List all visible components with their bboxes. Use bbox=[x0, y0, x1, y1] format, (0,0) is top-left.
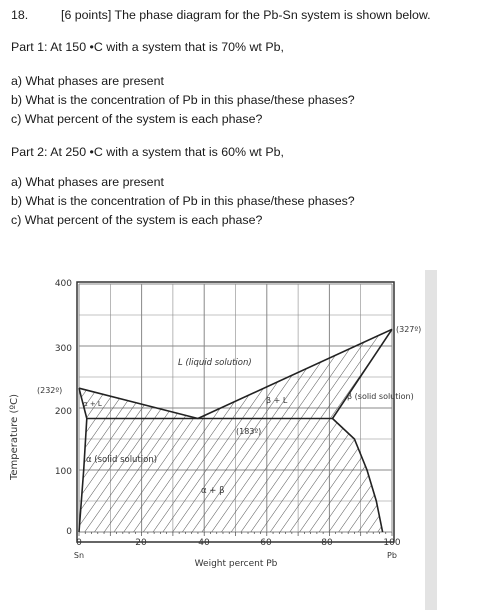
part1-item-c: c) What percent of the system is each phase? bbox=[11, 112, 263, 126]
beta-region-label: β (solid solution) bbox=[347, 392, 414, 401]
part2-title: Part 2: At 250 •C with a system that is 60% wt Pb, bbox=[11, 145, 284, 159]
pb-label: Pb bbox=[387, 551, 397, 560]
y-tick-100: 100 bbox=[54, 467, 72, 477]
alpha-plus-beta-label: α + β bbox=[201, 486, 225, 496]
scan-edge-shadow bbox=[425, 270, 437, 610]
x-tick-60: 60 bbox=[260, 538, 272, 548]
part2-item-c: c) What percent of the system is each phase? bbox=[11, 213, 263, 227]
part2-item-b: b) What is the concentration of Pb in this phase/these phases? bbox=[11, 194, 355, 208]
sn-melting-label: (232º) bbox=[37, 386, 63, 395]
x-tick-20: 20 bbox=[135, 538, 147, 548]
sn-label: Sn bbox=[73, 551, 85, 560]
x-axis-label: Weight percent Pb bbox=[194, 559, 278, 569]
question-number: 18. bbox=[11, 8, 29, 22]
y-tick-0: 0 bbox=[66, 527, 72, 537]
question-header: [6 points] The phase diagram for the Pb-Sn system is shown below. bbox=[61, 8, 431, 22]
alpha-plus-liquid-label: α + L bbox=[83, 400, 102, 408]
alpha-region-label: α (solid solution) bbox=[86, 455, 158, 465]
x-tick-40: 40 bbox=[198, 538, 210, 548]
part1-title: Part 1: At 150 •C with a system that is 70% wt Pb, bbox=[11, 40, 284, 54]
part2-item-a: a) What phases are present bbox=[11, 175, 164, 189]
y-tick-400: 400 bbox=[54, 279, 72, 289]
y-tick-300: 300 bbox=[54, 344, 72, 354]
part1-item-a: a) What phases are present bbox=[11, 74, 164, 88]
liquid-region-label: L (liquid solution) bbox=[178, 358, 252, 368]
y-axis-label: Temperature (ºC) bbox=[9, 393, 20, 481]
part1-item-b: b) What is the concentration of Pb in this phase/these phases? bbox=[11, 93, 355, 107]
phase-diagram bbox=[0, 262, 479, 613]
x-tick-80: 80 bbox=[321, 538, 333, 548]
alpha-plus-beta-region bbox=[79, 419, 383, 533]
x-tick-100: 100 bbox=[383, 538, 401, 548]
x-tick-0: 0 bbox=[76, 538, 82, 548]
beta-plus-liquid-label: β + L bbox=[266, 396, 288, 405]
y-tick-200: 200 bbox=[54, 407, 72, 417]
pb-melting-label: (327º) bbox=[396, 325, 422, 334]
eutectic-label: (183º) bbox=[236, 427, 262, 436]
